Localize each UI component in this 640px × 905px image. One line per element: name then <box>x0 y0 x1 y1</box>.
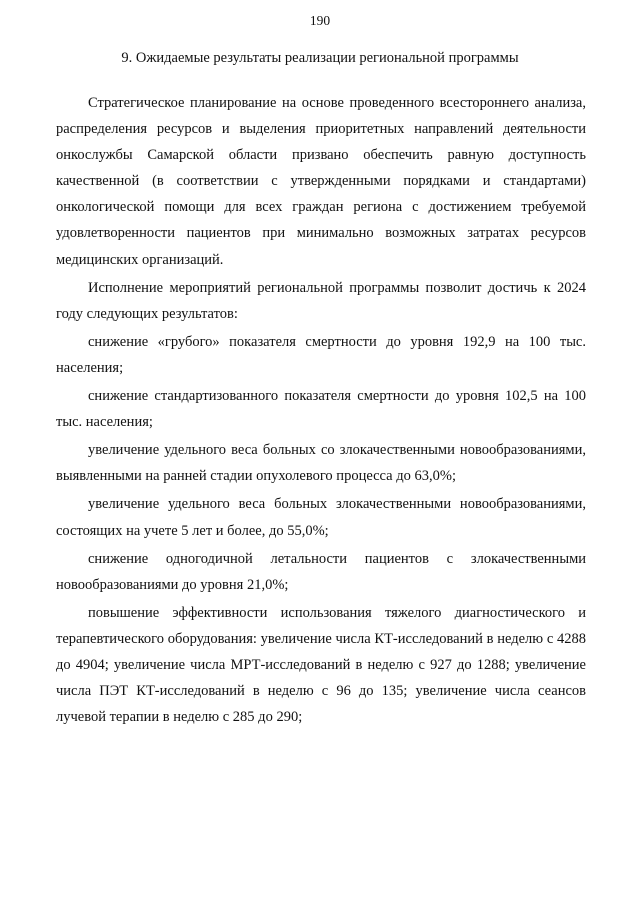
result-item-crude-mortality: снижение «грубого» показателя смертности до уровня 192,9 на 100 тыс. населения; <box>56 333 586 376</box>
result-item-equipment-efficiency: повышение эффективности использования тяжелого диагностического и терапевтического оборудования: увеличение числа КТ-исследований в неделю с 4288 до 4904; увеличение числа МРТ-исследований в неделю с 927 до 1288; увеличение числа ПЭТ КТ-исследований в неделю с 96 до 135; увеличение числа сеансов лучевой терапии в неделю с 285 до 290; <box>56 604 586 726</box>
section-heading: 9. Ожидаемые результаты реализации региональной программы <box>121 50 519 66</box>
paragraph-program-results-intro: Исполнение мероприятий региональной программы позволит достичь к 2024 году следующих результатов: <box>56 279 586 322</box>
result-item-five-year-registry: увеличение удельного веса больных злокачественными новообразованиями, состоящих на учете 5 лет и более, до 55,0%; <box>56 496 586 539</box>
page-number: 190 <box>309 13 331 28</box>
result-item-standardized-mortality: снижение стандартизованного показателя смертности до уровня 102,5 на 100 тыс. населения; <box>56 388 586 431</box>
result-item-early-detection: увеличение удельного веса больных со злокачественными новообразованиями, выявленными на ранней стадии опухолевого процесса до 63,0%; <box>56 442 586 485</box>
result-item-one-year-lethality: снижение одногодичной летальности пациентов с злокачественными новообразованиями до уровня 21,0%; <box>56 550 586 593</box>
document-body <box>56 90 586 730</box>
paragraph-strategic-planning: Стратегическое планирование на основе проведенного всестороннего анализа, распределения ресурсов и выделения приоритетных направлений деятельности онкослужбы Самарской области призвано обеспечить равную доступность качественной (в соответствии с утвержденными порядками и стандартами) онкологической помощи для всех граждан региона с достижением требуемой удовлетворенности пациентов при минимально возможных затратах ресурсов медицинских организаций. <box>56 95 586 268</box>
